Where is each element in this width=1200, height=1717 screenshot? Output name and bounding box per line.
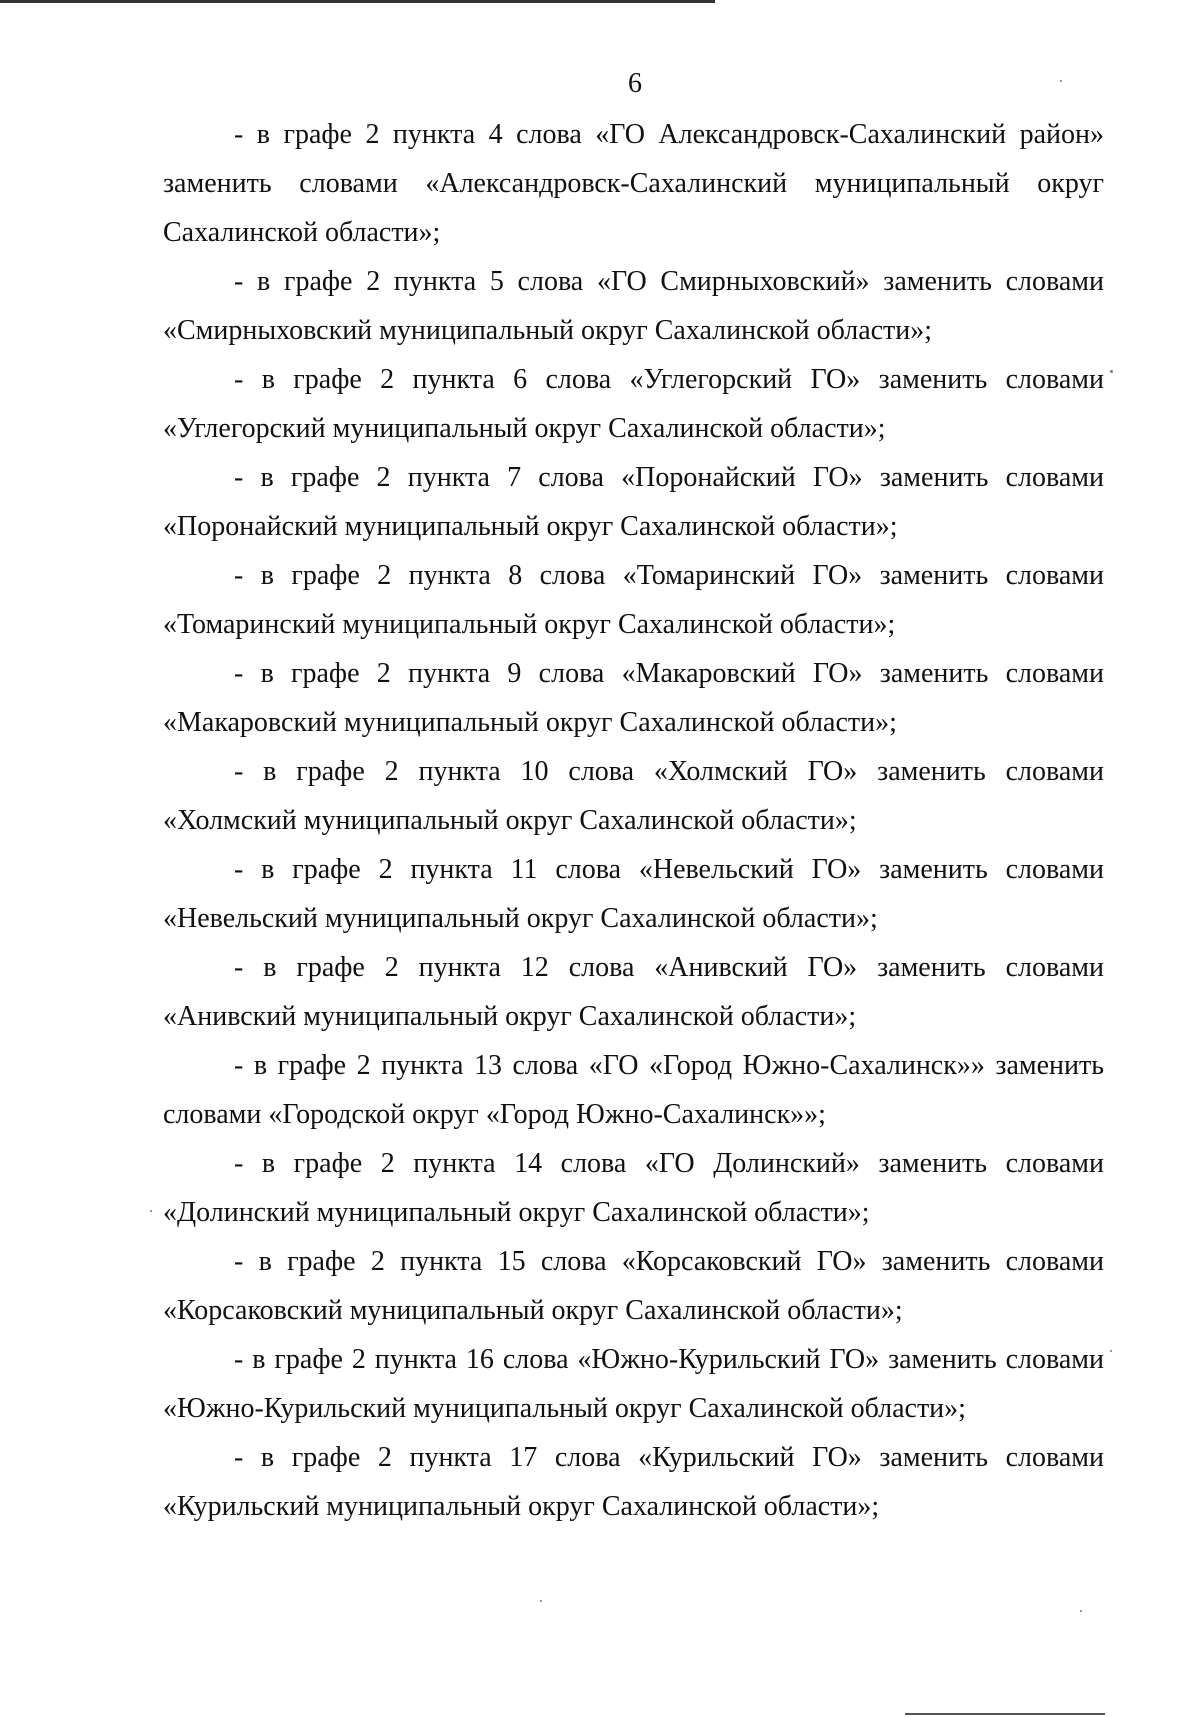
amendment-item-6: - в графе 2 пункта 9 слова «Макаровский ГО» заменить словами «Макаровский муниципальный округ Сахалинской области»; (163, 658, 1104, 738)
scan-speck (150, 1210, 152, 1212)
amendment-item-13: - в графе 2 пункта 16 слова «Южно-Курильский ГО» заменить словами «Южно-Курильский муниципальный округ Сахалинской области»; (163, 1344, 1104, 1424)
scan-speck (1110, 370, 1113, 373)
amendment-item-3: - в графе 2 пункта 6 слова «Углегорский ГО» заменить словами «Углегорский муниципальный округ Сахалинской области»; (163, 364, 1104, 444)
scan-speck (1080, 1610, 1082, 1612)
amendment-item-14: - в графе 2 пункта 17 слова «Курильский ГО» заменить словами «Курильский муниципальный округ Сахалинской области»; (163, 1442, 1104, 1522)
amendment-item-9: - в графе 2 пункта 12 слова «Анивский ГО» заменить словами «Анивский муниципальный округ Сахалинской области»; (163, 952, 1104, 1032)
document-body (163, 110, 1104, 1531)
scan-edge-line (0, 0, 715, 3)
amendment-item-8: - в графе 2 пункта 11 слова «Невельский ГО» заменить словами «Невельский муниципальный округ Сахалинской области»; (163, 854, 1104, 934)
scan-speck (1060, 80, 1062, 82)
scan-edge-line (905, 1713, 1105, 1715)
amendment-item-12: - в графе 2 пункта 15 слова «Корсаковский ГО» заменить словами «Корсаковский муниципальный округ Сахалинской области»; (163, 1246, 1104, 1326)
page-number: 6 (628, 68, 642, 99)
amendment-item-10: - в графе 2 пункта 13 слова «ГО «Город Южно-Сахалинск»» заменить словами «Городской округ «Город Южно-Сахалинск»»; (163, 1050, 1104, 1130)
amendment-item-1: - в графе 2 пункта 4 слова «ГО Александровск-Сахалинский район» заменить словами «Александровск-Сахалинский муниципальный округ Сахалинской области»; (163, 119, 1104, 248)
amendment-item-4: - в графе 2 пункта 7 слова «Поронайский ГО» заменить словами «Поронайский муниципальный округ Сахалинской области»; (163, 462, 1104, 542)
amendment-item-11: - в графе 2 пункта 14 слова «ГО Долинский» заменить словами «Долинский муниципальный округ Сахалинской области»; (163, 1148, 1104, 1228)
scan-speck (1110, 1350, 1112, 1352)
amendment-item-2: - в графе 2 пункта 5 слова «ГО Смирныховский» заменить словами «Смирныховский муниципальный округ Сахалинской области»; (163, 266, 1104, 346)
amendment-item-7: - в графе 2 пункта 10 слова «Холмский ГО» заменить словами «Холмский муниципальный округ Сахалинской области»; (163, 756, 1104, 836)
amendment-item-5: - в графе 2 пункта 8 слова «Томаринский ГО» заменить словами «Томаринский муниципальный округ Сахалинской области»; (163, 560, 1104, 640)
scan-speck (540, 1600, 542, 1602)
